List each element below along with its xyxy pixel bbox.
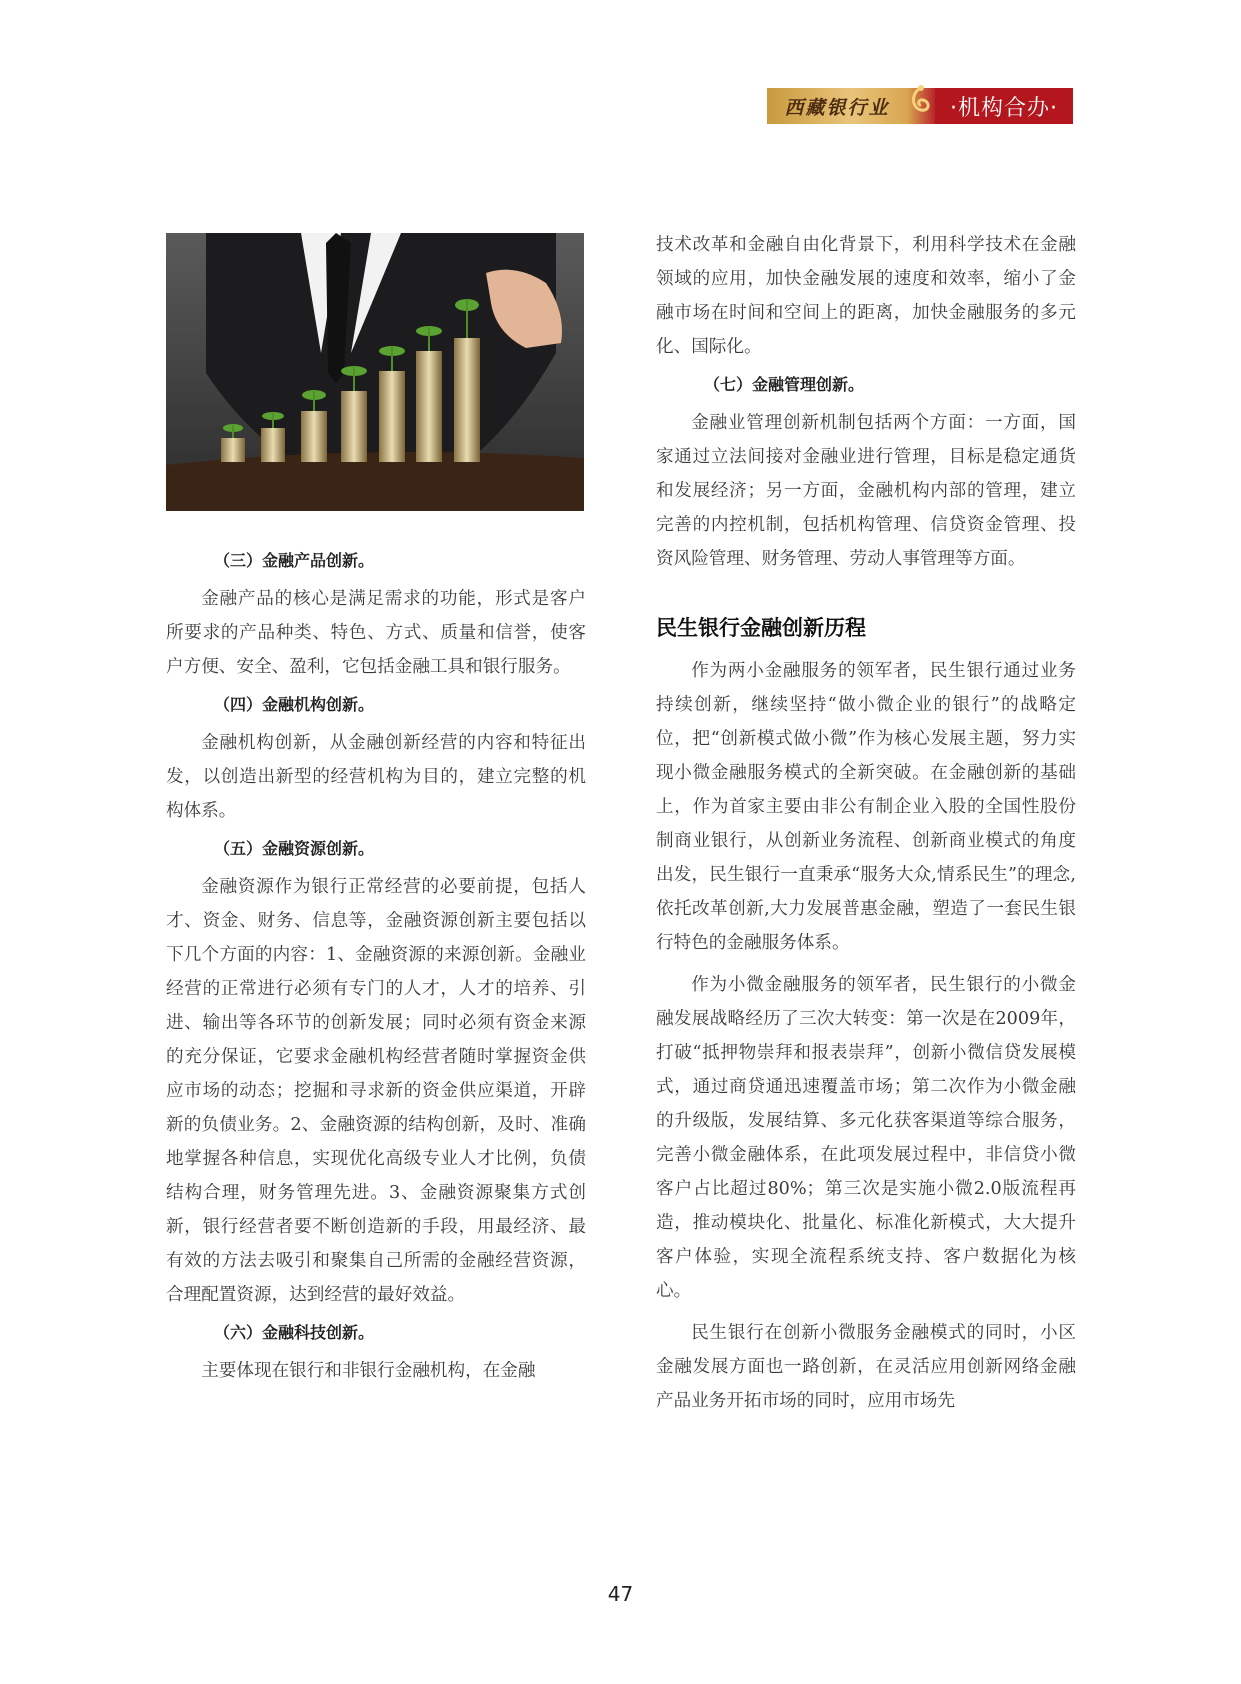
section-heading-5: （五）金融资源创新。 [214,839,375,858]
left-column [166,540,586,1388]
paragraph: 主要体现在银行和非银行金融机构，在金融 [201,1361,536,1381]
section-heading-4: （四）金融机构创新。 [214,695,375,714]
page-number: 47 [607,1582,634,1606]
paragraph: 金融资源作为银行正常经营的必要前提，包括人才、资金、财务、信息等，金融资源创新主要包括以下几个方面的内容：1、金融资源的来源创新。金融业经营的正常进行必须有专门的人才，人才的培养、引进、输出等各环节的创新发展；同时必须有资金来源的充分保证，它要求金融机构经营者随时掌握资金供应市场的动态；挖掘和寻求新的资金供应渠道，开辟新的负债业务。2、金融资源的结构创新，及时、准确地掌握各种信息，实现优化高级专业人才比例，负债结构合理，财务管理先进。3、金融资源聚集方式创新，银行经营者要不断创造新的手段，用最经济、最有效的方法去吸引和聚集自己所需的金融经营资源，合理配置资源，达到经营的最好效益。 [166,877,586,1305]
paragraph: 金融机构创新，从金融创新经营的内容和特征出发，以创造出新型的经营机构为目的，建立完整的机构体系。 [166,733,586,821]
paragraph: 作为小微金融服务的领军者，民生银行的小微金融发展战略经历了三次大转变：第一次是在2009年，打破“抵押物崇拜和报表崇拜”，创新小微信贷发展模式，通过商贷通迅速覆盖市场；第二次作为小微金融的升级版，发展结算、多元化获客渠道等综合服务，完善小微金融体系，在此项发展过程中，非信贷小微客户占比超过80%；第三次是实施小微2.0版流程再造，推动模块化、批量化、标准化新模式，大大提升客户体验，实现全流程系统支持、客户数据化为核心。 [656,975,1076,1301]
paragraph: 金融业管理创新机制包括两个方面：一方面，国家通过立法间接对金融业进行管理，目标是稳定通货和发展经济；另一方面，金融机构内部的管理，建立完善的内控机制，包括机构管理、信贷资金管理、投资风险管理、财务管理、劳动人事管理等方面。 [656,413,1076,569]
paragraph: 技术改革和金融自由化背景下，利用科学技术在金融领域的应用，加快金融发展的速度和效率，缩小了金融市场在时间和空间上的距离，加快金融服务的多元化、国际化。 [656,235,1076,357]
section-heading-6: （六）金融科技创新。 [214,1323,375,1342]
article-photo [166,233,584,511]
magazine-title: 西藏银行业 [767,88,907,124]
paragraph: 金融产品的核心是满足需求的功能，形式是客户所要求的产品种类、特色、方式、质量和信誉，使客户方便、安全、盈利，它包括金融工具和银行服务。 [166,589,586,677]
header-banner [767,88,1073,124]
paragraph: 民生银行在创新小微服务金融模式的同时，小区金融发展方面也一路创新，在灵活应用创新网络金融产品业务开拓市场的同时，应用市场先 [656,1323,1076,1411]
section-heading-3: （三）金融产品创新。 [214,551,375,570]
paragraph: 作为两小金融服务的领军者，民生银行通过业务持续创新，继续坚持“做小微企业的银行”的战略定位，把“创新模式做小微”作为核心发展主题，努力实现小微金融服务模式的全新突破。在金融创新的基础上，作为首家主要由非公有制企业入股的全国性股份制商业银行，从创新业务流程、创新商业模式的角度出发，民生银行一直秉承“服务大众,情系民生”的理念,依托改革创新,大力发展普惠金融，塑造了一套民生银行特色的金融服务体系。 [656,661,1076,953]
swirl-ornament-icon [907,88,935,124]
article-heading: 民生银行金融创新历程 [656,616,866,640]
right-column [656,228,1076,1418]
section-label: ·机构合办· [935,88,1073,124]
section-heading-7: （七）金融管理创新。 [704,375,865,394]
